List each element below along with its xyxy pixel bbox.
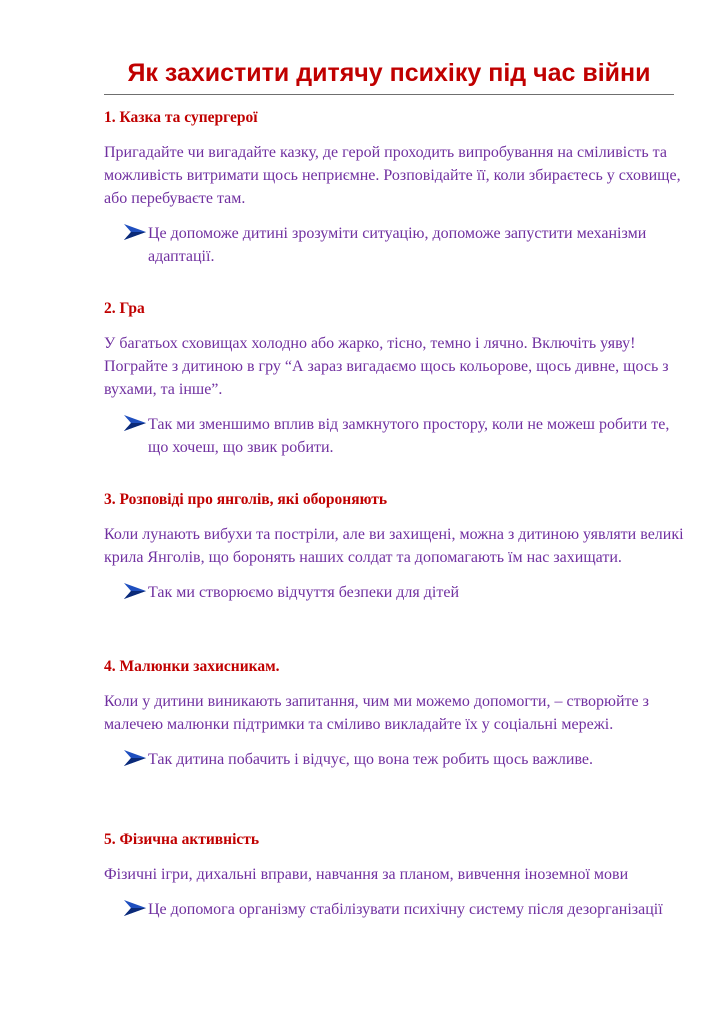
arrow-bullet-icon (124, 583, 146, 599)
title-underline (104, 94, 674, 95)
section-note-text: Так ми створюємо відчуття безпеки для дітей (148, 584, 460, 601)
section-3 (104, 489, 684, 604)
section-heading: 4. Малюнки захисникам. (104, 658, 280, 675)
section-heading: 5. Фізична активність (104, 831, 260, 848)
section-body: У багатьох сховищах холодно або жарко, тісно, темно і лячно. Включіть уяву! Пограйте з дитиною в гру “А зараз вигадаємо щось кольорове, щось дивне, щось з вухами, та інше”. (104, 335, 669, 398)
section-note-text: Так дитина побачить і відчує, що вона теж робить щось важливе. (148, 751, 594, 768)
section-heading: 3. Розповіді про янголів, які обороняють (104, 491, 388, 508)
section-note-text: Це допомога організму стабілізувати психічну систему після дезорганізації (148, 901, 663, 918)
section-body: Коли лунають вибухи та постріли, але ви захищені, можна з дитиною уявляти великі крила Янголів, що боронять наших солдат та допомагають їм нас захищати. (104, 526, 684, 566)
section-note (104, 898, 684, 921)
section-body: Фізичні ігри, дихальні вправи, навчання за планом, вивчення іноземної мови (104, 866, 629, 883)
section-note (104, 748, 684, 771)
section-1 (104, 107, 684, 268)
section-body: Пригадайте чи вигадайте казку, де герой проходить випробування на сміливість та можливість витримати щось неприємне. Розповідайте її, коли збираєтесь у сховище, або перебуваєте там. (104, 144, 681, 207)
section-2 (104, 298, 684, 459)
section-note (104, 222, 684, 268)
section-heading: 2. Гра (104, 300, 145, 317)
page-title: Як захистити дитячу психіку під час війни (127, 59, 651, 87)
section-note (104, 413, 684, 459)
arrow-bullet-icon (124, 900, 146, 916)
section-note-text: Це допоможе дитині зрозуміти ситуацію, допоможе запустити механізми адаптації. (148, 225, 647, 265)
section-5 (104, 829, 684, 921)
arrow-bullet-icon (124, 415, 146, 431)
section-body: Коли у дитини виникають запитання, чим ми можемо допомогти, – створюйте з малечею малюнки підтримки та сміливо викладайте їх у соціальні мережі. (104, 693, 649, 733)
section-note (104, 581, 684, 604)
section-note-text: Так ми зменшимо вплив від замкнутого простору, коли не можеш робити те, що хочеш, що звик робити. (148, 416, 670, 456)
arrow-bullet-icon (124, 750, 146, 766)
section-4 (104, 656, 684, 771)
arrow-bullet-icon (124, 224, 146, 240)
section-heading: 1. Казка та супергерої (104, 109, 258, 126)
